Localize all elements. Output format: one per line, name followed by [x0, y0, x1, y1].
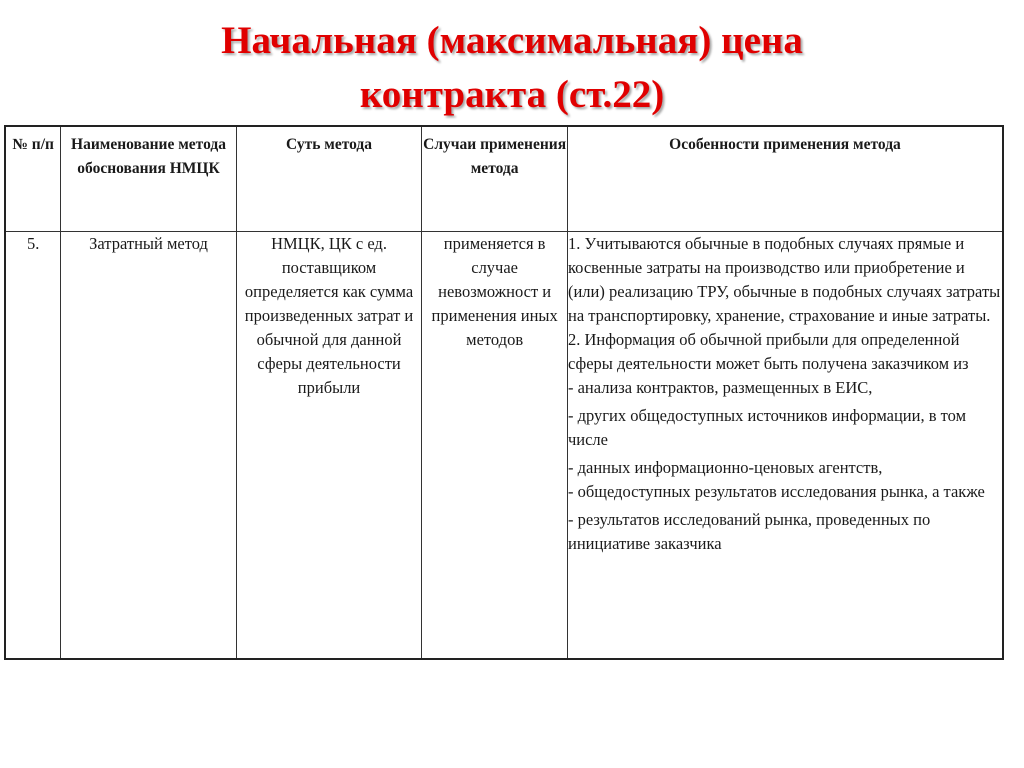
slide-title: [0, 14, 1024, 122]
row-application-features: [567, 231, 1003, 659]
row-num: 5.: [5, 231, 61, 659]
slide-title-line-1: Начальная (максимальная) цена: [221, 19, 803, 62]
header-method-essence: Суть метода: [236, 126, 422, 231]
feature-bullet-market-results: - общедоступных результатов исследования рынка, а также: [567, 481, 985, 501]
methods-table: [4, 125, 1004, 660]
feature-bullet-contracts: - анализа контрактов, размещенных в ЕИС,: [567, 377, 873, 397]
feature-paragraph-1: 1. Учитываются обычные в подобных случаях прямые и косвенные затраты на производство или приобретение и (или) реализацию ТРУ, обычные в подобных случаях затраты на транспортировку, хранение, страхование и иные затраты.: [567, 233, 1001, 325]
row-method-name: Затратный метод: [61, 231, 237, 659]
slide-title-line-2: контракта (ст.22): [359, 73, 665, 116]
feature-paragraph-2: 2. Информация об обычной прибыли для определенной сферы деятельности может быть получена заказчиком из: [567, 329, 969, 373]
header-method-name: Наименование метода обоснования НМЦК: [61, 126, 237, 231]
row-method-essence: НМЦК, ЦК с ед. поставщиком определяется как сумма произведенных затрат и обычной для данной сферы деятельности прибыли: [236, 231, 422, 659]
feature-bullet-price-agencies: - данных информационно-ценовых агентств,: [567, 457, 883, 477]
table-row: [5, 231, 1003, 659]
table-header-row: [5, 126, 1003, 231]
feature-bullet-customer-research: - результатов исследований рынка, проведенных по инициативе заказчика: [567, 509, 931, 553]
row-application-cases: применяется в случае невозможност и применения иных методов: [422, 231, 568, 659]
header-application-features: Особенности применения метода: [567, 126, 1003, 231]
header-num: № п/п: [5, 126, 61, 231]
header-application-cases: Случаи применения метода: [422, 126, 568, 231]
feature-bullet-public-sources: - других общедоступных источников информации, в том числе: [567, 405, 967, 449]
